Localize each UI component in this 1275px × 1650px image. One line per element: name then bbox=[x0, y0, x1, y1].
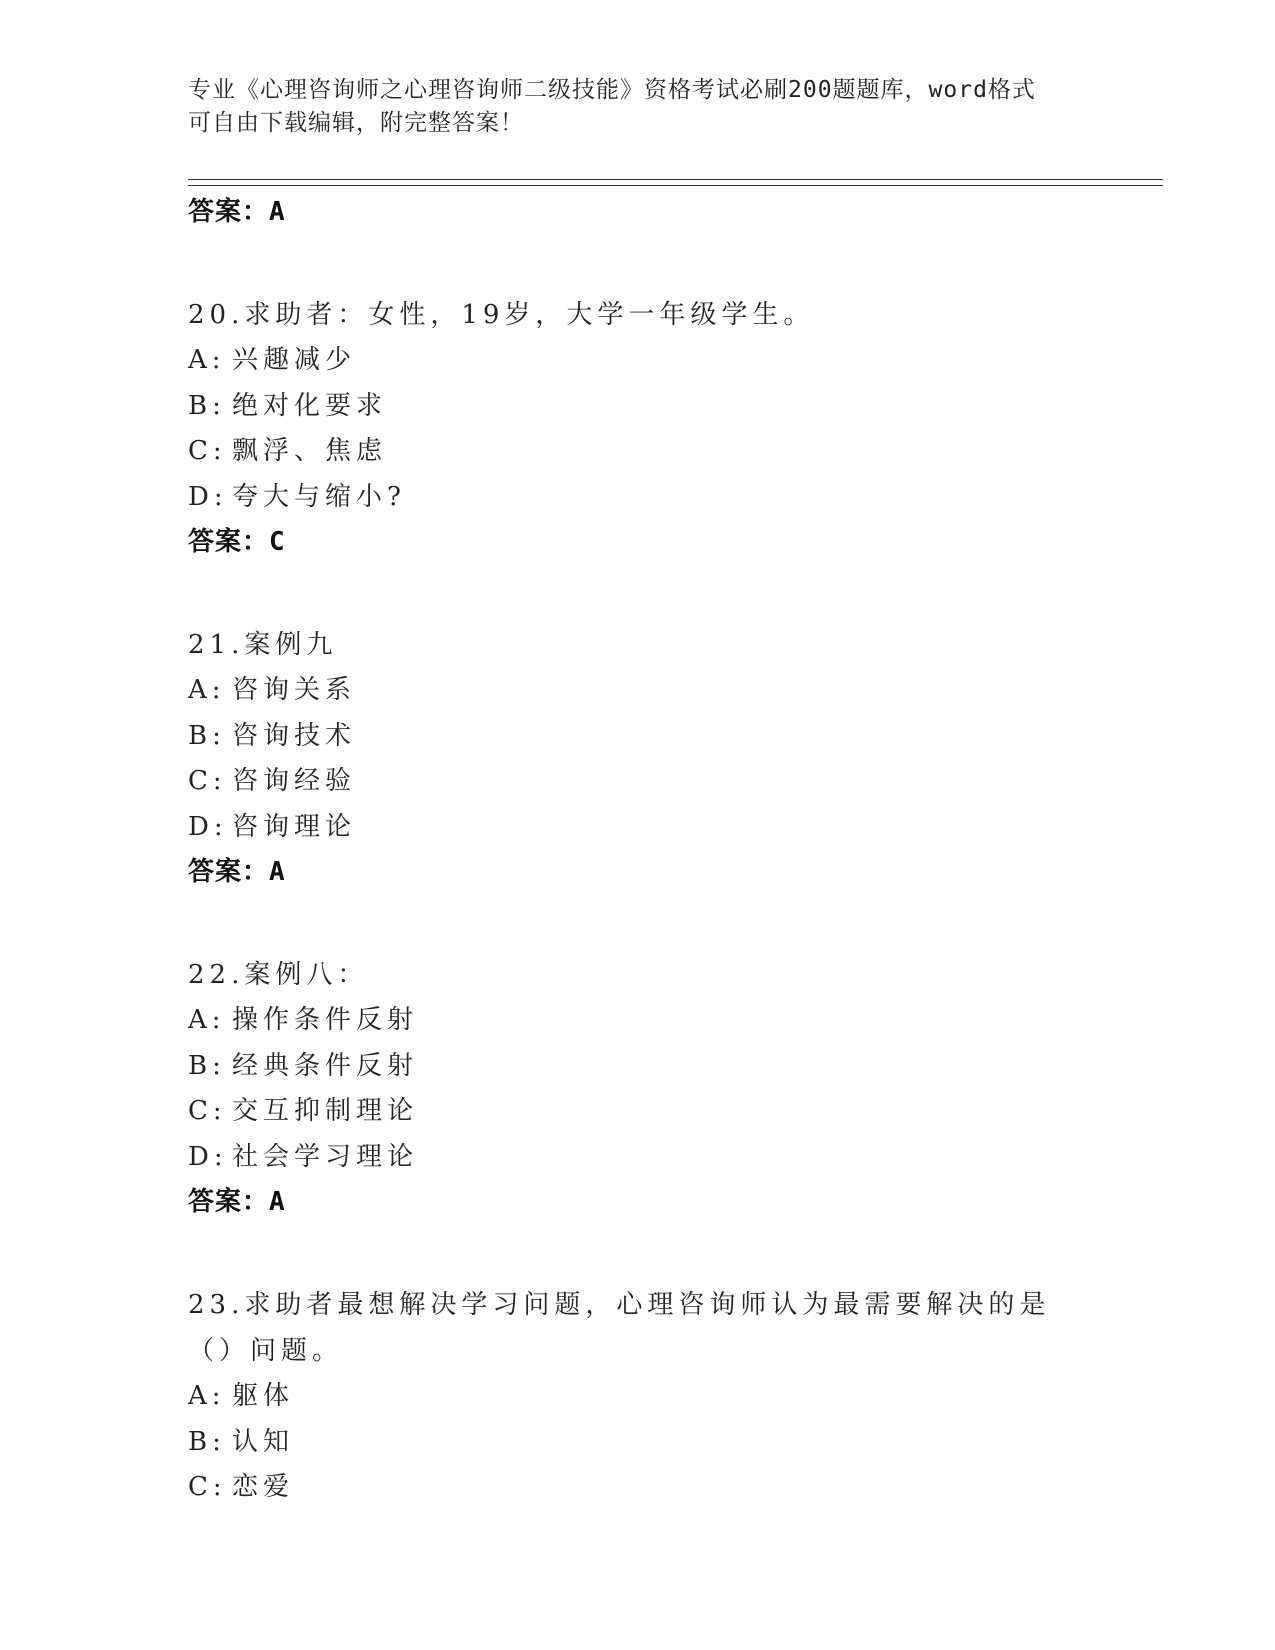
document-header bbox=[188, 74, 1088, 140]
option-c bbox=[188, 759, 1088, 805]
option-text: 恋爱 bbox=[232, 1472, 295, 1502]
question-stem: 21.案例九 bbox=[188, 630, 338, 660]
answer-label: 答案：A bbox=[188, 1187, 286, 1217]
option-text: 咨询关系 bbox=[232, 675, 357, 705]
question-stem: 20.求助者：女性，19岁，大学一年级学生。 bbox=[188, 300, 815, 330]
option-letter: A: bbox=[188, 1005, 226, 1035]
option-text: 绝对化要求 bbox=[232, 390, 388, 421]
question-stem: 23.求助者最想解决学习问题，心理咨询师认为最需要解决的是（）问题。 bbox=[188, 1290, 1051, 1366]
option-d bbox=[188, 475, 1088, 521]
question-item bbox=[188, 292, 1088, 564]
option-letter: B: bbox=[188, 720, 226, 751]
option-d bbox=[188, 805, 1088, 851]
answer-label: 答案：A bbox=[188, 857, 286, 887]
option-c bbox=[188, 1465, 1088, 1511]
option-letter: B: bbox=[188, 1050, 226, 1081]
option-text: 咨询技术 bbox=[232, 720, 357, 751]
option-text: 躯体 bbox=[232, 1381, 295, 1411]
option-a bbox=[188, 338, 1088, 384]
option-letter: A: bbox=[188, 675, 226, 705]
option-letter: A: bbox=[188, 345, 226, 375]
option-c bbox=[188, 1089, 1088, 1135]
option-text: 交互抑制理论 bbox=[232, 1096, 419, 1126]
question-item bbox=[188, 1282, 1088, 1511]
option-a bbox=[188, 1374, 1088, 1420]
option-letter: B: bbox=[188, 390, 226, 421]
header-line-2: 可自由下载编辑，附完整答案！ bbox=[188, 110, 524, 136]
option-c bbox=[188, 429, 1088, 475]
option-b bbox=[188, 384, 1088, 430]
option-text: 咨询经验 bbox=[232, 766, 357, 796]
option-letter: C: bbox=[188, 436, 227, 466]
option-text: 认知 bbox=[232, 1426, 295, 1457]
question-stem: 22.案例八： bbox=[188, 960, 369, 990]
option-letter: B: bbox=[188, 1426, 226, 1457]
option-a bbox=[188, 998, 1088, 1044]
option-text: 兴趣减少 bbox=[232, 345, 357, 375]
option-b bbox=[188, 1420, 1088, 1466]
option-text: 夸大与缩小? bbox=[232, 481, 406, 512]
option-letter: A: bbox=[188, 1381, 226, 1411]
option-text: 咨询理论 bbox=[232, 811, 357, 842]
option-letter: D: bbox=[188, 811, 228, 842]
option-text: 操作条件反射 bbox=[232, 1005, 419, 1035]
option-text: 经典条件反射 bbox=[232, 1050, 419, 1081]
option-letter: C: bbox=[188, 766, 227, 796]
option-letter: C: bbox=[188, 1472, 227, 1502]
question-list bbox=[188, 190, 1088, 1511]
option-b bbox=[188, 1044, 1088, 1090]
option-letter: D: bbox=[188, 481, 228, 512]
header-divider bbox=[188, 179, 1163, 186]
question-item bbox=[188, 622, 1088, 894]
option-letter: C: bbox=[188, 1096, 227, 1126]
answer-label: 答案：C bbox=[188, 527, 286, 557]
question-item bbox=[188, 952, 1088, 1224]
option-letter: D: bbox=[188, 1141, 228, 1172]
option-text: 社会学习理论 bbox=[232, 1141, 419, 1172]
option-text: 飘浮、焦虑 bbox=[232, 436, 388, 466]
option-b bbox=[188, 714, 1088, 760]
option-d bbox=[188, 1135, 1088, 1181]
header-line-1: 专业《心理咨询师之心理咨询师二级技能》资格考试必刷200题题库，word格式 bbox=[188, 77, 1036, 103]
option-a bbox=[188, 668, 1088, 714]
answer-label: 答案：A bbox=[188, 197, 286, 227]
